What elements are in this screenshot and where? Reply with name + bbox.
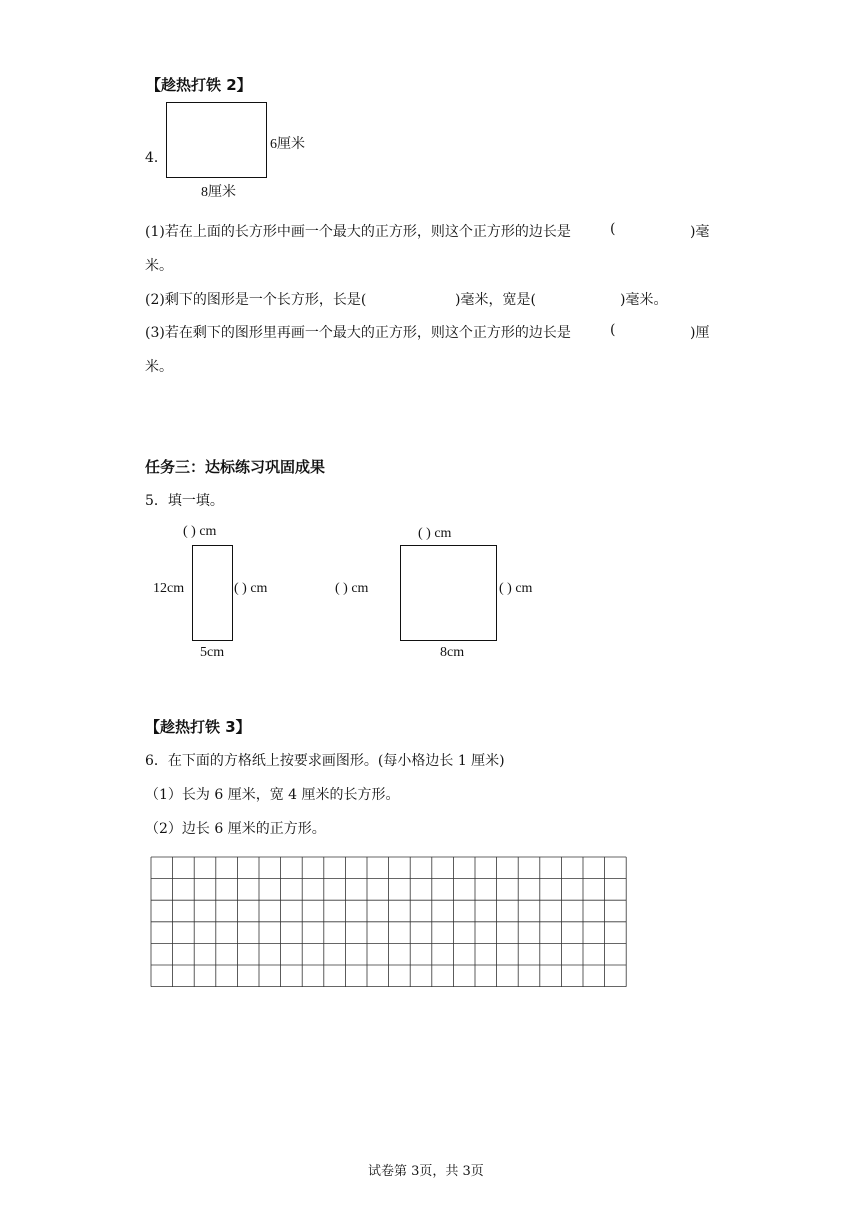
section-heading-4: 【趁热打铁 3】 bbox=[145, 718, 251, 736]
q4-part1-open-paren: ( bbox=[610, 221, 616, 237]
q4-rectangle bbox=[166, 102, 267, 178]
q5-square-2 bbox=[400, 545, 497, 641]
q4-part2-text-b: )毫米，宽是( bbox=[455, 292, 536, 308]
q5-rect2-right-label: ( ) cm bbox=[499, 581, 533, 596]
q6-item-1: （1）长为 6 厘米，宽 4 厘米的长方形。 bbox=[145, 787, 400, 803]
q5-rect2-top-label: ( ) cm bbox=[418, 526, 452, 541]
question-6-title: 6．在下面的方格纸上按要求画图形。(每小格边长 1 厘米) bbox=[145, 753, 505, 769]
page-footer: 试卷第 3页，共 3页 bbox=[368, 1164, 484, 1179]
q5-rect2-left-label: ( ) cm bbox=[335, 581, 369, 596]
q5-rect1-top-label: ( ) cm bbox=[183, 524, 217, 539]
q4-part3-text: (3)若在剩下的图形里再画一个最大的正方形，则这个正方形的边长是 bbox=[145, 325, 571, 341]
q4-part1-close-paren: )毫 bbox=[690, 224, 710, 240]
q5-rect1-left-label: 12cm bbox=[153, 581, 185, 596]
q4-part2-text-c: )毫米。 bbox=[620, 292, 668, 308]
q4-part1-continuation: 米。 bbox=[145, 258, 173, 274]
q6-grid-paper[interactable] bbox=[150, 856, 630, 992]
q4-part3-open-paren: ( bbox=[610, 322, 616, 338]
q5-rect1-right-label: ( ) cm bbox=[234, 581, 268, 596]
q4-bottom-label: 8厘米 bbox=[201, 185, 236, 200]
q4-side-label: 6厘米 bbox=[270, 137, 305, 152]
q4-part3-close-paren: )厘 bbox=[690, 325, 710, 341]
q4-part1-text: (1)若在上面的长方形中画一个最大的正方形，则这个正方形的边长是 bbox=[145, 224, 571, 240]
section-heading-3: 任务三：达标练习巩固成果 bbox=[145, 458, 326, 476]
section-heading-2: 【趁热打铁 2】 bbox=[146, 76, 252, 94]
q5-rect2-bottom-label: 8cm bbox=[440, 645, 465, 660]
question-4-number: 4． bbox=[145, 150, 168, 166]
question-5-title: 5．填一填。 bbox=[145, 493, 224, 509]
q5-rect1-bottom-label: 5cm bbox=[200, 645, 225, 660]
q4-part2-text-a: (2)剩下的图形是一个长方形，长是( bbox=[145, 292, 367, 308]
q6-item-2: （2）边长 6 厘米的正方形。 bbox=[145, 821, 326, 837]
q5-rectangle-1 bbox=[192, 545, 233, 641]
q4-part3-continuation: 米。 bbox=[145, 359, 173, 375]
